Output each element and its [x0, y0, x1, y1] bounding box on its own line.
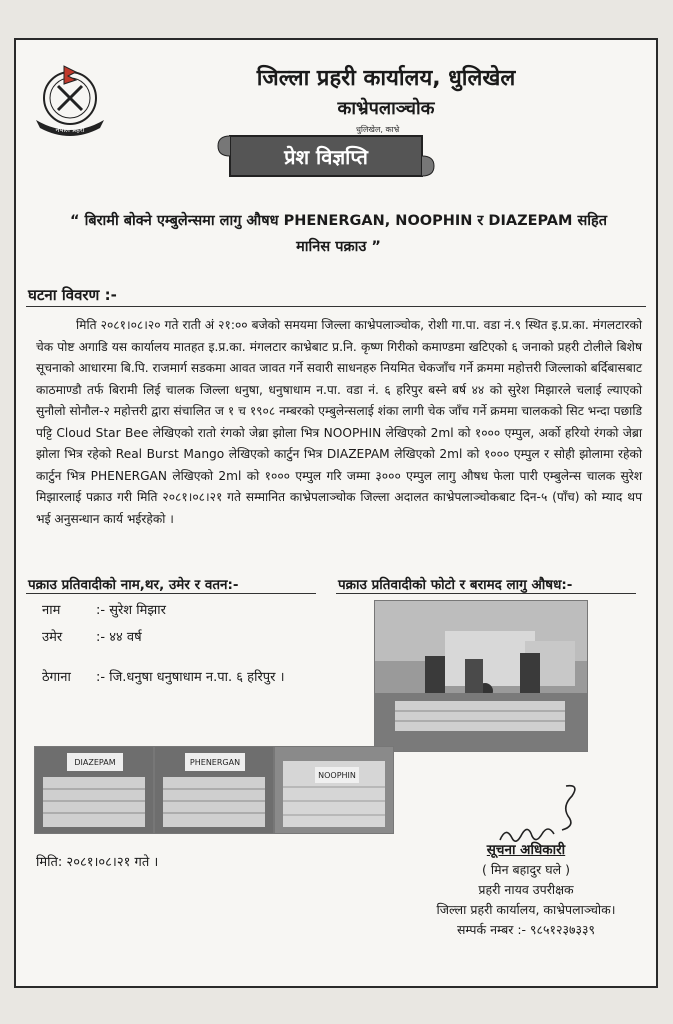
address-value: :- जि.धनुषा धनुषाधाम न.पा. ६ हरिपुर ।: [96, 670, 285, 685]
headline: [36, 208, 641, 260]
stamp-subtext: धुलिखेल, काभ्रे: [356, 125, 400, 134]
accused-title: पक्राउ प्रतिवादीको नाम,थर, उमेर र वतन:-: [28, 577, 239, 593]
nepal-police-logo-icon: [30, 58, 110, 138]
signer-name: ( मिन बहादुर घले ): [482, 862, 570, 877]
name-label: नाम: [42, 603, 61, 618]
press-release-page: [14, 38, 658, 988]
noophin-caption: NOOPHIN: [318, 771, 356, 780]
name-value: :- सुरेश मिझार: [96, 603, 166, 618]
headline-line-2: मानिस पक्राउ ”: [296, 239, 381, 255]
signer-office: जिल्ला प्रहरी कार्यालय, काभ्रेपलाञ्चोक।: [436, 902, 616, 917]
phenergan-photo: [154, 746, 274, 834]
noophin-photo: [274, 746, 394, 834]
accused-rule: [26, 593, 316, 594]
diazepam-caption: DIAZEPAM: [74, 758, 116, 767]
age-value: :- ४४ वर्ष: [96, 630, 142, 645]
banner-title: प्रेश विज्ञप्ति: [284, 145, 368, 169]
signature-block: [411, 840, 641, 940]
signer-rank: प्रहरी नायव उपरीक्षक: [478, 882, 574, 897]
incident-rule: [26, 306, 646, 307]
office-name: जिल्ला प्रहरी कार्यालय, धुलिखेल: [256, 66, 516, 91]
photos-title: पक्राउ प्रतिवादीको फोटो र बरामद लागु औषध:-: [338, 577, 573, 593]
photos-rule: [336, 593, 636, 594]
contact-number: सम्पर्क नम्बर :- ९८५१२३७३३९: [456, 922, 596, 937]
arrest-photo: [374, 600, 588, 752]
svg-text:नेपाल प्रहरी: नेपाल प्रहरी: [55, 126, 85, 134]
diazepam-photo: [34, 746, 154, 834]
signer-title: सूचना अधिकारी: [486, 842, 566, 858]
district-name: काभ्रेपलाञ्चोक: [337, 98, 435, 119]
incident-title: घटना विवरण :-: [28, 286, 117, 304]
release-date: मिति: २०८१।०८।२१ गते ।: [36, 855, 159, 870]
headline-line-1: “ बिरामी बोक्ने एम्बुलेन्समा लागु औषध PHENERGAN, NOOPHIN र DIAZEPAM सहित: [70, 213, 607, 229]
age-label: उमेर: [42, 630, 63, 645]
incident-paragraph: मिति २०८१।०८।२० गते राती अं २१:०० बजेको समयमा जिल्ला काभ्रेपलाञ्चोक, रोशी गा.पा. वडा नं.९ स्थित इ.प्र.का. मंगलटारको चेक पोष्ट अगाडि यस कार्यालय मातहत इ.प्र.का. मंगलटार काभ्रेबाट प्र.नि. कृष्ण गिरीको कमाण्डमा खटिएको ६ जनाको प्रहरी टोलीले बिशेष सूचनाको आधारमा बि.पि. राजमार्ग सडकमा आवत जावत गर्ने सवारी साधनहरु नियमित चेकजाँच गर्ने क्रममा महोत्तरी जिल्लाको बर्दिबासबाट काठमाण्डौ तर्फ बिरामी लिई चालक जिल्ला धनुषा, धनुषाधाम न.पा. वडा नं. ६ हरिपुर बस्ने बर्ष ४४ को सुरेश मिझारले चलाई ल्याएको सुनौलो सोनौल-२ महोत्तरी द्वारा संचालित ज १ च १९०८ नम्बरको एम्बुलेन्सलाई शंका लागी चेक जाँच गर्ने क्रममा चालकको सिट भन्दा पछाडि पट्टि Cloud Star Bee लेखिएको रातो रंगको जेब्रा झोला भित्र NOOPHIN लेखिएको 2ml को १००० एम्पुल, अर्को हरियो रंगको जेब्रा झोला भित्र रहेको Real Burst Mango लेखिएको कार्टुन भित्र DIAZEPAM लेखिएको 2ml को १००० एम्पुल र सोही झोलामा रहेको कार्टुन भित्र PHENERGAN लेखिएको 2ml को १००० एम्पुल गरि जम्मा ३००० एम्पुल लागु औषध फेला पारी एम्बुलेन्स चालक सुरेश मिझारलाई पक्राउ गरी मिति २०८१।०८।२१ गते सम्मानित काभ्रेपलाञ्चोक जिल्ला अदालत काभ्रेपलाञ्चोकबाट दिन-५ (पाँच) को म्याद थप भई अनुसन्धान कार्य भईरहेको ।: [36, 318, 642, 526]
address-label: ठेगाना: [42, 670, 71, 685]
phenergan-caption: PHENERGAN: [189, 758, 241, 767]
incident-body: [36, 315, 642, 530]
